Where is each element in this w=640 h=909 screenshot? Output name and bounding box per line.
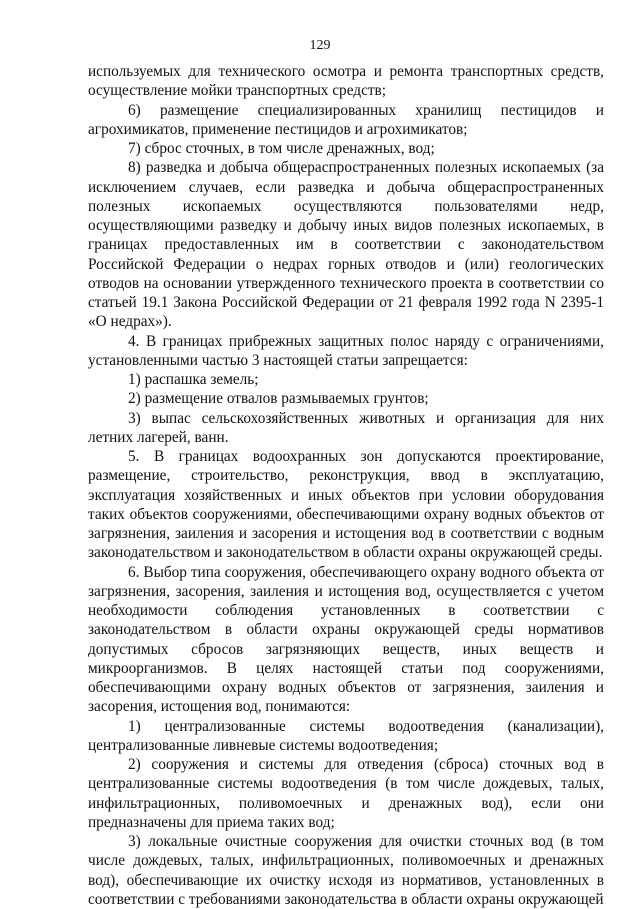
- clause-6-item-1: 1) централизованные системы водоотведения (канализации), централизованные ливневые системы водоотведения;: [88, 717, 604, 754]
- clause-6-item-2: 2) сооружения и системы для отведения (сброса) сточных вод в централизованные системы водоотведения (в том числе дождевых, талых, инфильтрационных, поливомоечных и дренажных вод), если они предназначены для приема таких вод;: [88, 756, 604, 831]
- clause-5: 5. В границах водоохранных зон допускаются проектирование, размещение, строительство, реконструкция, ввод в эксплуатацию, эксплуатация хозяйственных и иных объектов при условии оборудования таких объектов сооружениями, обеспечивающими охрану водных объектов от загрязнения, заиления и засорения и истощения вод в соответствии с водным законодательством и законодательством в области охраны окружающей среды.: [88, 448, 604, 562]
- clause-4-item-1: 1) распашка земель;: [128, 371, 259, 388]
- document-body: [88, 62, 604, 909]
- clause-4-item-3: 3) выпас сельскохозяйственных животных и организация для них летних лагерей, ванн.: [88, 409, 604, 446]
- clause-4-item-2: 2) размещение отвалов размываемых грунтов;: [128, 390, 429, 408]
- list-item-7: 7) сброс сточных, в том числе дренажных, вод;: [128, 140, 435, 157]
- list-item-8: 8) разведка и добыча общераспространенных полезных ископаемых (за исключением случаев, если разведка и добыча общераспространенных полезных ископаемых осуществляются пользователями недр, осуществляющими разведку и добычу иных видов полезных ископаемых, в границах предоставленных им в соответствии с законодательством Российской Федерации о недрах горных отводов и (или) геологических отводов на основании утвержденного технического проекта в соответствии со статьей 19.1 Закона Российской Федерации от 21 февраля 1992 года N 2395-1 «О недрах»).: [88, 159, 604, 331]
- clause-6-item-3: 3) локальные очистные сооружения для очистки сточных вод (в том числе дождевых, талых, инфильтрационных, поливомоечных и дренажных вод), обеспечивающие их очистку исходя из нормативов, установленных в соответствии с требованиями законодательства в области охраны окружающей: [88, 833, 604, 908]
- paragraph-continuation: используемых для технического осмотра и ремонта транспортных средств, осуществление мойки транспортных средств;: [88, 63, 604, 100]
- page-number: 129: [309, 38, 331, 53]
- clause-6: 6. Выбор типа сооружения, обеспечивающего охрану водного объекта от загрязнения, засорения, заиления и истощения вод, осуществляется с учетом необходимости соблюдения установленных в соответствии с законодательством в области охраны окружающей среды нормативов допустимых сбросов загрязняющих веществ, иных веществ и микроорганизмов. В целях настоящей статьи под сооружениями, обеспечивающими охрану водных объектов от загрязнения, заиления и засорения, истощения вод, понимаются:: [88, 563, 604, 716]
- clause-4: 4. В границах прибрежных защитных полос наряду с ограничениями, установленными частью 3 настоящей статьи запрещается:: [88, 332, 604, 369]
- list-item-6: 6) размещение специализированных хранилищ пестицидов и агрохимикатов, применение пестицидов и агрохимикатов;: [88, 101, 604, 138]
